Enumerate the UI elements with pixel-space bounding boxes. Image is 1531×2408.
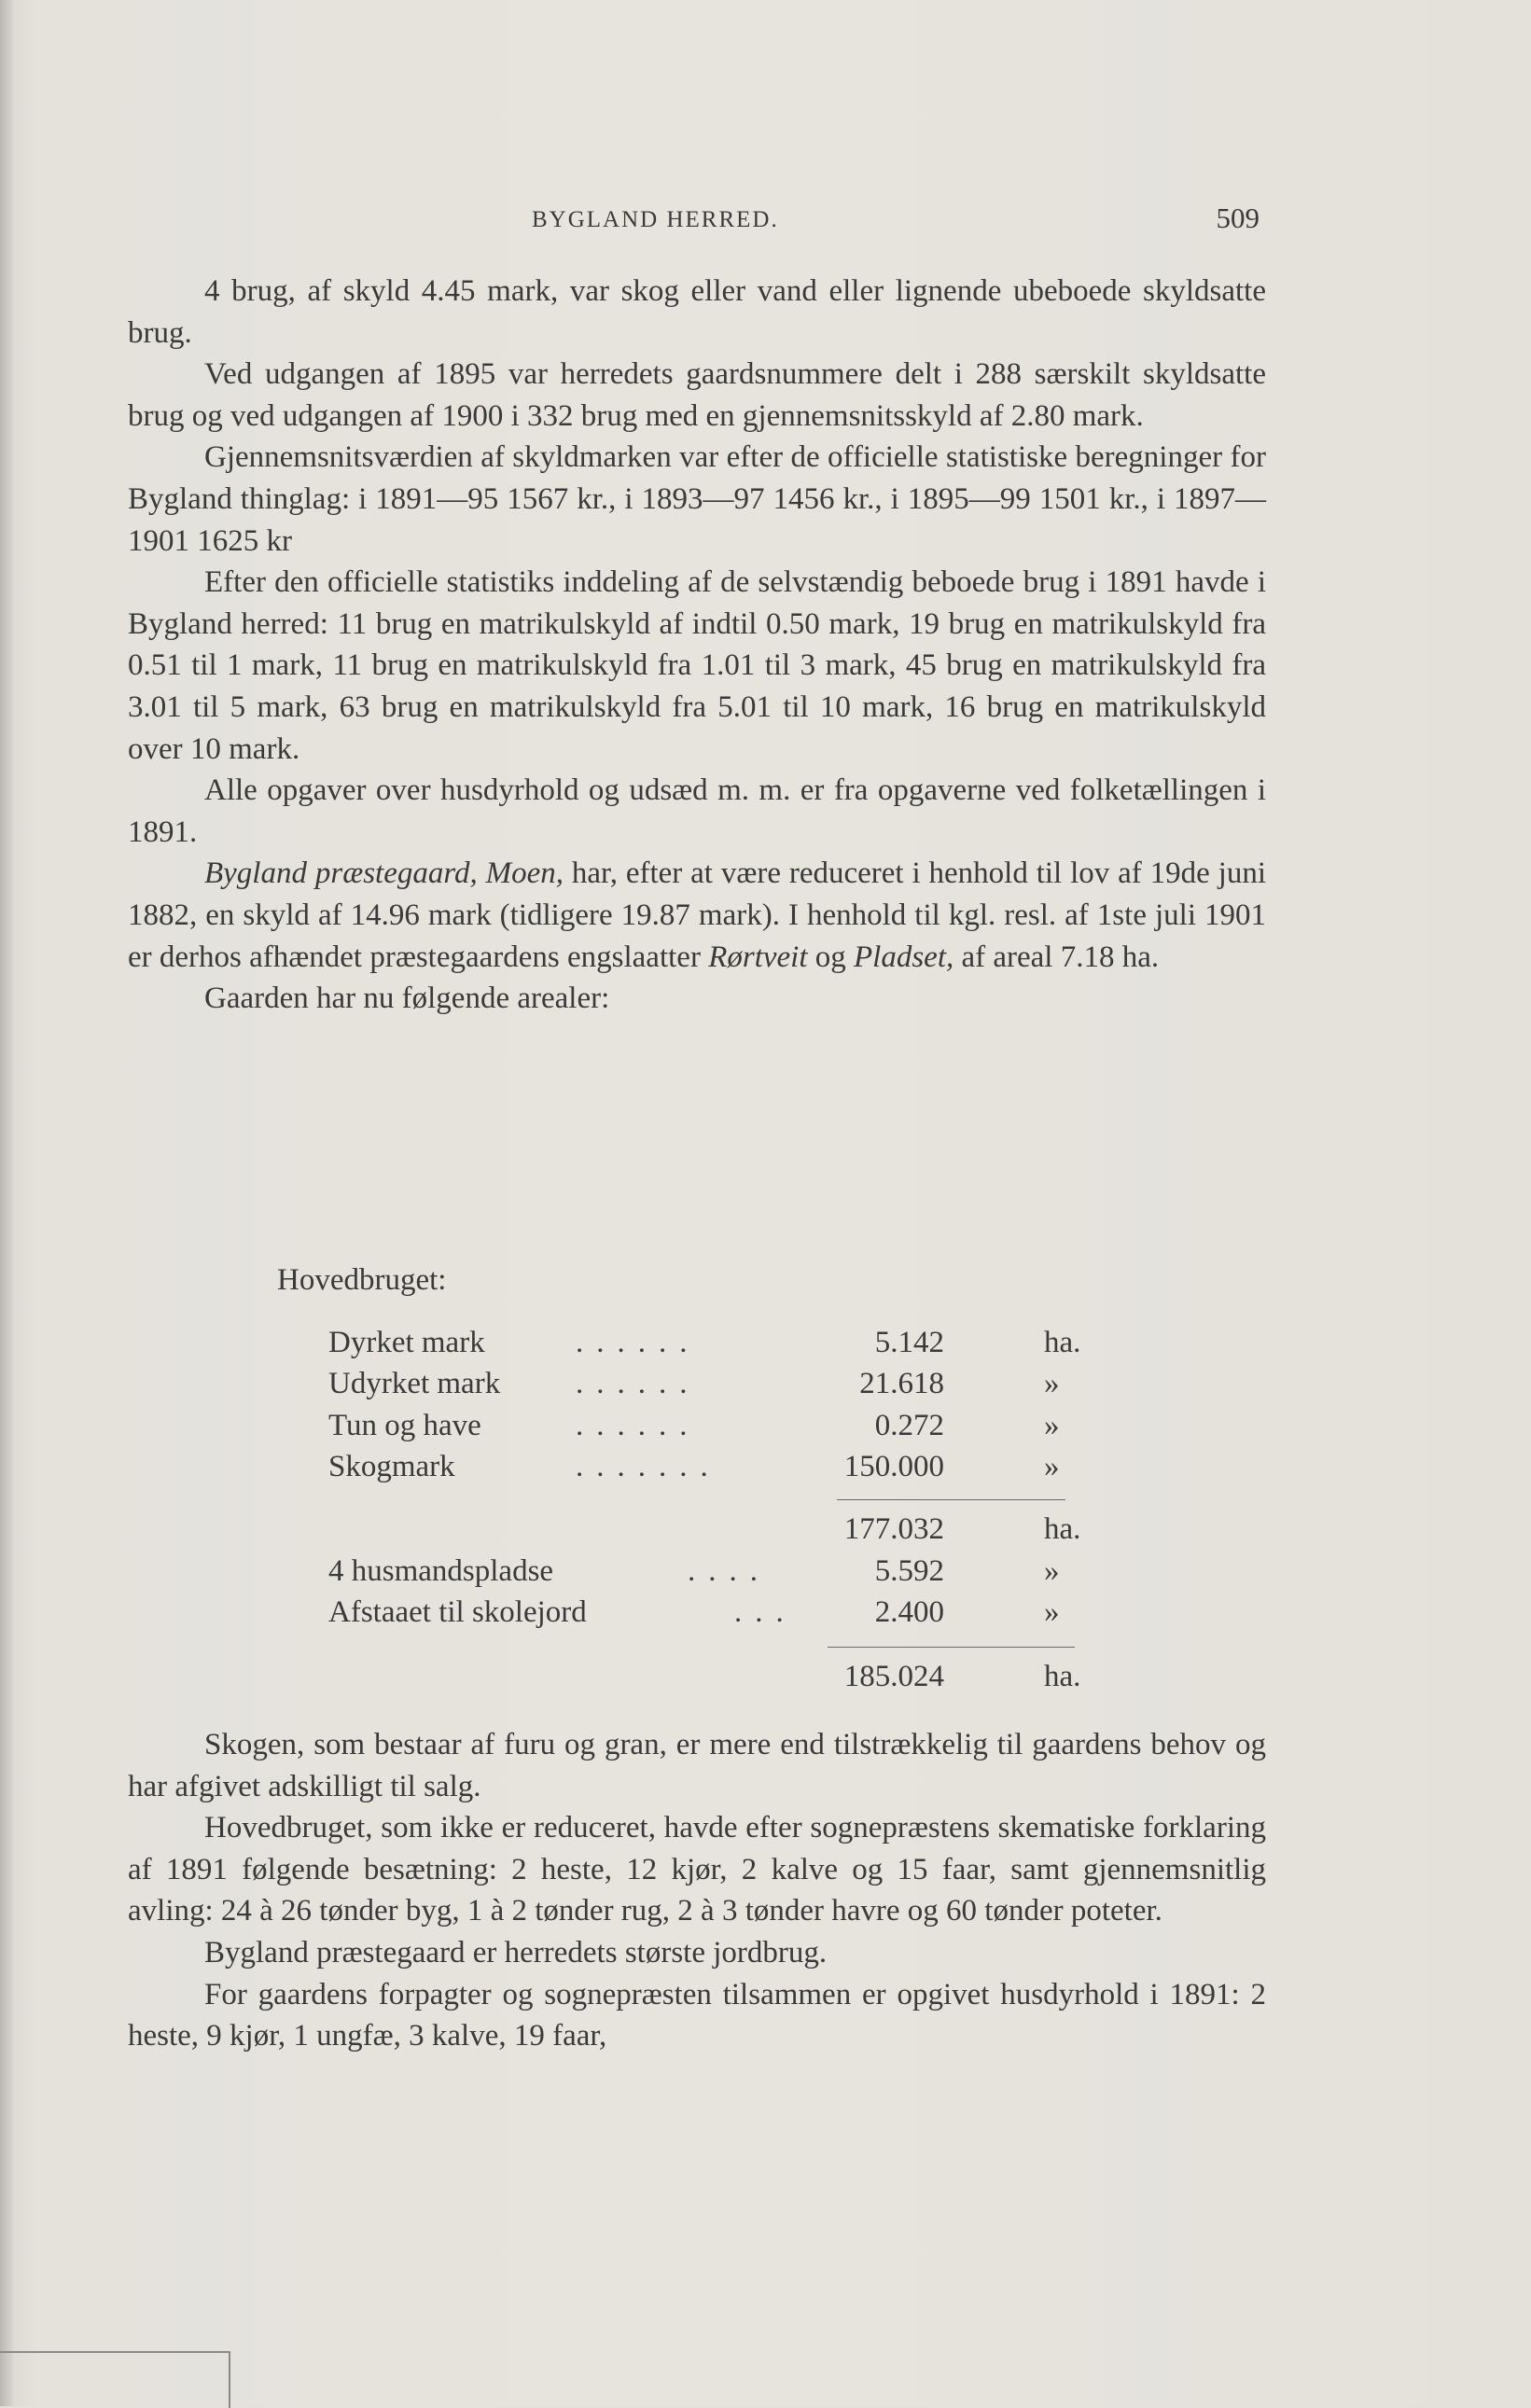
area-row (128, 1551, 1266, 1593)
area-label: Udyrket mark (328, 1367, 501, 1401)
paragraph-husdyrhold: For gaardens forpagter og sognepræsten tilsammen er opgivet husdyrhold i 1891: 2 heste, 9 kjør, 1 ungfæ, 3 kalve, 19 faar, (128, 1977, 1266, 2053)
total-unit: ha. (1044, 1659, 1081, 1693)
paragraph-gaardsnummere: Ved udgangen af 1895 var herredets gaardsnummere delt i 288 særskilt skyldsatte brug og ved udgangen af 1900 i 332 brug med en gjennemsnitsskyld af 2.80 mark. (128, 357, 1266, 433)
running-head: BYGLAND HERRED. (532, 207, 779, 232)
area-label: Tun og have (328, 1408, 481, 1442)
area-value: 5.142 (874, 1325, 944, 1359)
paragraph-skog: 4 brug, af skyld 4.45 mark, var skog eller vand eller lignende ubeboede skyldsatte brug. (128, 274, 1266, 350)
place-rortveit: Rørtveit (708, 940, 808, 974)
farm-name: Bygland præstegaard, Moen, (204, 856, 564, 891)
page-binding-edge (0, 0, 13, 2406)
farm-text-3: af areal 7.18 ha. (953, 940, 1160, 974)
area-row (128, 1405, 1266, 1447)
leader-dots: ...... (576, 1367, 701, 1401)
paragraph-storste-jordbrug: Bygland præstegaard er herredets største jordbrug. (204, 1935, 828, 1970)
area-row (128, 1322, 1266, 1364)
area-row (128, 1446, 1266, 1488)
area-unit: » (1044, 1553, 1060, 1588)
paragraph-skogen: Skogen, som bestaar af furu og gran, er mere end tilstrækkelig til gaardens behov og har afgivet adskilligt til salg. (128, 1728, 1266, 1803)
total-value: 185.024 (843, 1659, 944, 1693)
farm-text-1: har, efter at være reduceret i henhold til lov af 19de juni 1882, en skyld af 14.96 mark (tidligere 19.87 mark). I henhold til kgl. resl. af 1ste juli 1901 er derhos afhændet præstegaardens engslaatter (128, 856, 1266, 974)
subtotal-value: 177.032 (843, 1511, 944, 1546)
area-value: 2.400 (874, 1595, 944, 1630)
subtotal-rule (837, 1499, 1065, 1500)
area-unit: » (1044, 1595, 1060, 1630)
paragraph-gjennemsnitsvaerdi: Gjennemsnitsværdien af skyldmarken var efter de officielle statistiske beregninger for Bygland thinglag: i 1891—95 1567 kr., i 1893—97 1456 kr., i 1895—99 1501 kr., i 1897—1901 1625 kr (128, 440, 1266, 558)
page-number: 509 (1216, 202, 1260, 234)
paragraph-opgaver: Alle opgaver over husdyrhold og udsæd m. m. er fra opgaverne ved folketællingen i 1891. (128, 773, 1266, 849)
body-text-top (128, 271, 1266, 1020)
area-row (128, 1363, 1266, 1405)
leader-dots: ...... (576, 1408, 701, 1442)
areas-intro: Gaarden har nu følgende arealer: (204, 981, 610, 1016)
area-unit: » (1044, 1408, 1060, 1442)
page-header (131, 198, 1269, 244)
scan-corner-mark (0, 2351, 230, 2408)
subtotal-unit: ha. (1044, 1511, 1081, 1546)
area-value: 150.000 (843, 1450, 944, 1484)
area-unit: » (1044, 1450, 1060, 1484)
paragraph-praestegaard (128, 853, 1266, 978)
leader-dots: ... (734, 1595, 797, 1630)
total-row (128, 1656, 1266, 1698)
paragraph-hovedbruget: Hovedbruget, som ikke er reduceret, havde efter sognepræstens skematiske forklaring af 1891 følgende besætning: 2 heste, 12 kjør, 2 kalve og 15 faar, samt gjennemsnitlig avling: 24 à 26 tønder byg, 1 à 2 tønder rug, 2 à 3 tønder havre og 60 tønder poteter. (128, 1811, 1266, 1928)
subtotal-row (128, 1509, 1266, 1551)
paragraph-inddeling: Efter den officielle statistiks inddeling af de selvstændig beboede brug i 1891 havde i Bygland herred: 11 brug en matrikulskyld af indtil 0.50 mark, 19 brug en matrikulskyld fra 0.51 til 1 mark, 11 brug en matrikulskyld fra 1.01 til 3 mark, 45 brug en matrikulskyld fra 3.01 til 5 mark, 63 brug en matrikulskyld fra 5.01 til 10 mark, 16 brug en matrikulskyld over 10 mark. (128, 565, 1266, 766)
area-label: 4 husmandspladse (328, 1553, 554, 1588)
area-value: 0.272 (874, 1408, 944, 1442)
leader-dots: ...... (576, 1325, 701, 1359)
area-label: Dyrket mark (328, 1325, 485, 1359)
farm-text-2: og (807, 940, 854, 974)
area-value: 5.592 (874, 1553, 944, 1588)
area-table (128, 1260, 1266, 1697)
area-value: 21.618 (859, 1367, 944, 1401)
body-text-bottom (128, 1724, 1266, 2057)
area-unit: ha. (1044, 1325, 1081, 1359)
total-rule (828, 1647, 1075, 1648)
area-row (128, 1592, 1266, 1634)
area-unit: » (1044, 1367, 1060, 1401)
leader-dots: .... (688, 1553, 771, 1588)
leader-dots: ....... (576, 1450, 721, 1484)
place-pladset: Pladset, (854, 940, 954, 974)
area-label: Afstaaet til skolejord (328, 1595, 587, 1630)
area-table-heading: Hovedbruget: (277, 1263, 447, 1297)
area-label: Skogmark (328, 1450, 455, 1484)
